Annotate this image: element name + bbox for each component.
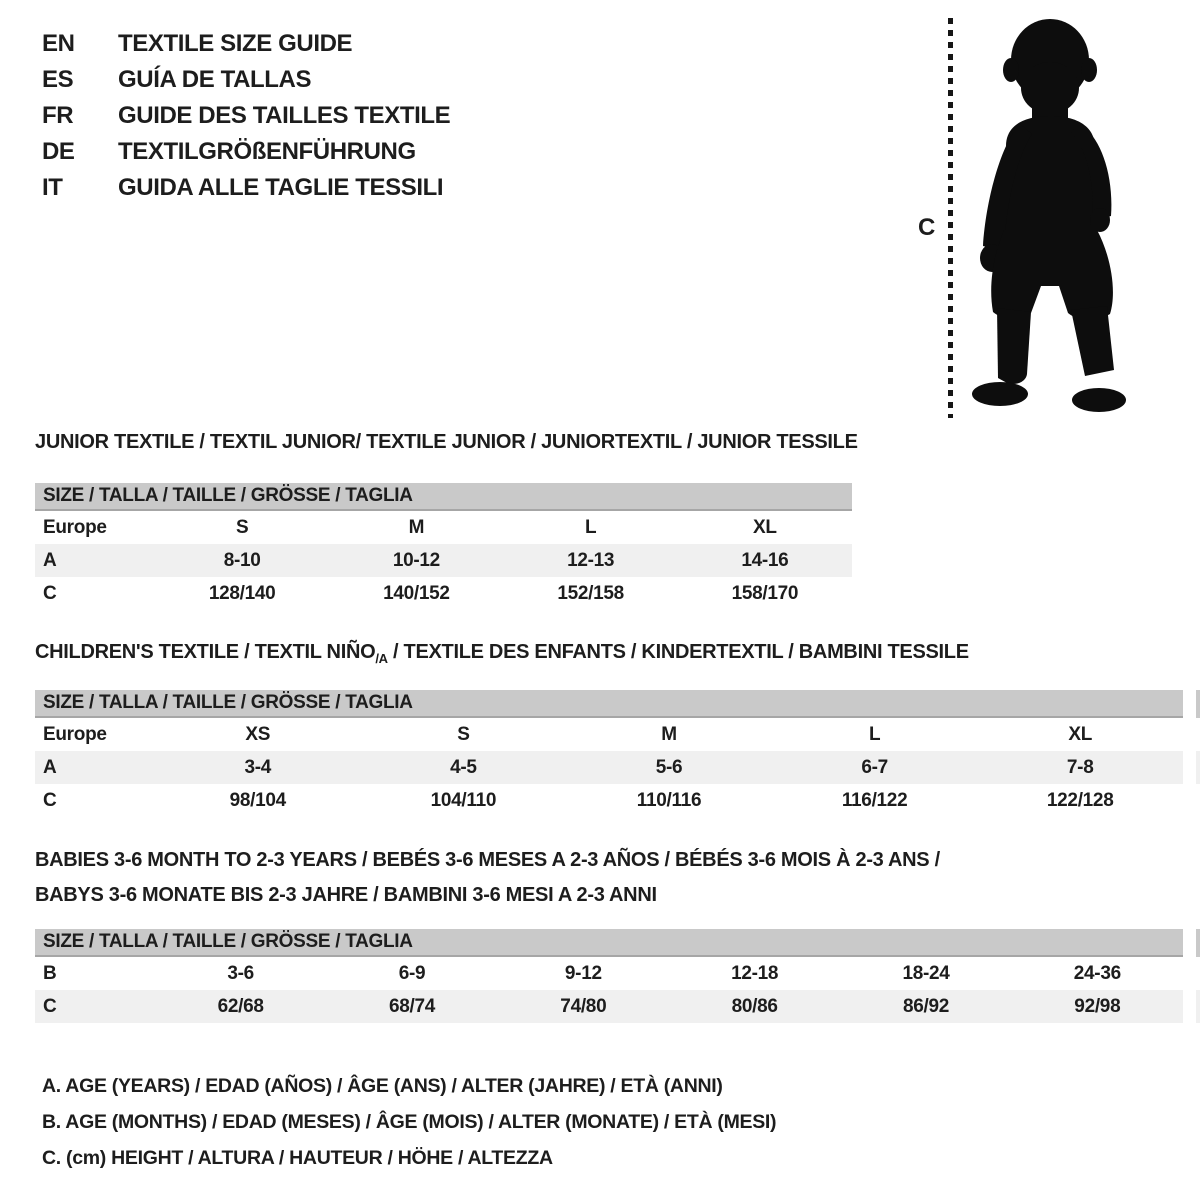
row-label: B [43, 963, 57, 984]
row-label: C [43, 996, 57, 1017]
section-title-line1: BABIES 3-6 MONTH TO 2-3 YEARS / BEBÉS 3-6 MESES A 2-3 AÑOS / BÉBÉS 3-6 MOIS À 2-3 ANS / [35, 849, 940, 871]
age-cell: 12-18 [731, 963, 779, 984]
table-row-height [35, 784, 1183, 817]
section-title [35, 640, 1183, 664]
lang-code: EN [42, 30, 75, 57]
size-cell: L [584, 517, 597, 538]
age-cell: 9-12 [564, 963, 602, 984]
height-cell: 110/116 [636, 790, 702, 811]
row-label: Europe [43, 724, 107, 745]
lang-code: ES [42, 66, 74, 93]
legend-age-years: A. AGE (YEARS) / EDAD (AÑOS) / ÂGE (ANS) / ALTER (JAHRE) / ETÀ (ANNI) [42, 1075, 723, 1097]
age-cell: 6-7 [861, 757, 888, 778]
legend-age-months: B. AGE (MONTHS) / EDAD (MESES) / ÂGE (MOIS) / ALTER (MONATE) / ETÀ (MESI) [42, 1111, 777, 1133]
legend-height-cm: C. (cm) HEIGHT / ALTURA / HAUTEUR / HÖHE / ALTEZZA [42, 1147, 553, 1169]
size-cell: S [457, 724, 470, 745]
title-subscript: /A [375, 651, 388, 666]
height-cell: 140/152 [383, 583, 450, 604]
size-header-bar: SIZE / TALLA / TAILLE / GRÖSSE / TAGLIA [35, 483, 852, 511]
height-cell: 68/74 [388, 996, 436, 1017]
height-cell: 128/140 [208, 583, 276, 604]
guide-title-fr: GUIDE DES TAILLES TEXTILE [118, 102, 451, 129]
height-cell: 86/92 [902, 996, 950, 1017]
table-row-europe [35, 718, 1183, 751]
section-junior-textile [35, 430, 858, 610]
height-cell: 116/122 [841, 790, 908, 811]
age-cell: 8-10 [223, 550, 261, 571]
table-row-age-months [35, 957, 1183, 990]
table-row-height [35, 990, 1183, 1023]
age-cell: 10-12 [392, 550, 440, 571]
size-cell: L [868, 724, 881, 745]
section-title: JUNIOR TEXTILE / TEXTIL JUNIOR/ TEXTILE JUNIOR / JUNIORTEXTIL / JUNIOR TESSILE [35, 431, 858, 453]
measurement-figure [915, 14, 1175, 424]
row-label: A [43, 550, 57, 571]
section-childrens-textile [35, 640, 1183, 817]
size-cell: S [235, 517, 249, 538]
age-cell: 14-16 [741, 550, 789, 571]
section-title-line2: BABYS 3-6 MONATE BIS 2-3 JAHRE / BAMBINI 3-6 MESI A 2-3 ANNI [35, 884, 657, 906]
cropped-table-edge [1196, 990, 1200, 1023]
age-cell: 3-6 [227, 963, 254, 984]
lang-row-es [42, 62, 450, 98]
table-row-height [35, 577, 852, 610]
table-row-age [35, 544, 852, 577]
section-title-block [35, 843, 1183, 913]
row-label: A [43, 757, 57, 778]
section-babies-textile [35, 843, 1183, 1023]
age-cell: 5-6 [655, 757, 683, 778]
height-cell: 152/158 [557, 583, 624, 604]
height-measure-dotted-line [948, 18, 953, 418]
age-cell: 24-36 [1073, 963, 1121, 984]
age-cell: 7-8 [1066, 757, 1094, 778]
size-header-bar: SIZE / TALLA / TAILLE / GRÖSSE / TAGLIA [35, 929, 1183, 957]
age-cell: 6-9 [398, 963, 426, 984]
table-row-europe [35, 511, 852, 544]
cropped-table-edge [1196, 751, 1200, 784]
toddler-silhouette-icon [968, 18, 1133, 418]
size-header-bar: SIZE / TALLA / TAILLE / GRÖSSE / TAGLIA [35, 690, 1183, 718]
lang-code: DE [42, 138, 75, 165]
size-cell: M [408, 517, 425, 538]
size-cell: M [661, 724, 677, 745]
guide-title-en: TEXTILE SIZE GUIDE [118, 30, 353, 57]
age-cell: 3-4 [244, 757, 272, 778]
height-cell: 62/68 [217, 996, 264, 1017]
lang-row-en [42, 26, 450, 62]
size-cell: XL [753, 517, 777, 538]
language-title-list [42, 26, 450, 206]
age-cell: 4-5 [450, 757, 477, 778]
measurement-legend [42, 1068, 776, 1176]
height-cell: 92/98 [1074, 996, 1121, 1017]
age-cell: 12-13 [567, 550, 615, 571]
guide-title-it: GUIDA ALLE TAGLIE TESSILI [118, 174, 444, 201]
height-cell: 158/170 [731, 583, 799, 604]
lang-row-fr [42, 98, 450, 134]
guide-title-de: TEXTILGRÖßENFÜHRUNG [118, 138, 416, 165]
height-cell: 122/128 [1046, 790, 1114, 811]
height-measure-label: C [918, 214, 936, 241]
size-cell: XL [1068, 724, 1093, 745]
row-label: Europe [43, 517, 107, 538]
size-cell: XS [245, 724, 271, 745]
height-cell: 98/104 [229, 790, 286, 811]
lang-row-de [42, 134, 450, 170]
cropped-table-edge [1196, 690, 1200, 718]
cropped-table-edge [1196, 929, 1200, 957]
guide-title-es: GUÍA DE TALLAS [118, 66, 312, 93]
row-label: C [43, 790, 57, 811]
title-part: CHILDREN'S TEXTILE / TEXTIL NIÑO [35, 641, 376, 663]
height-cell: 104/110 [430, 790, 497, 811]
height-cell: 74/80 [560, 996, 607, 1017]
table-row-age [35, 751, 1183, 784]
lang-code: FR [42, 102, 74, 129]
row-label: C [43, 583, 57, 604]
title-part: / TEXTILE DES ENFANTS / KINDERTEXTIL / BAMBINI TESSILE [387, 641, 969, 663]
age-cell: 18-24 [902, 963, 950, 984]
lang-row-it [42, 170, 450, 206]
height-cell: 80/86 [731, 996, 778, 1017]
lang-code: IT [42, 174, 63, 201]
